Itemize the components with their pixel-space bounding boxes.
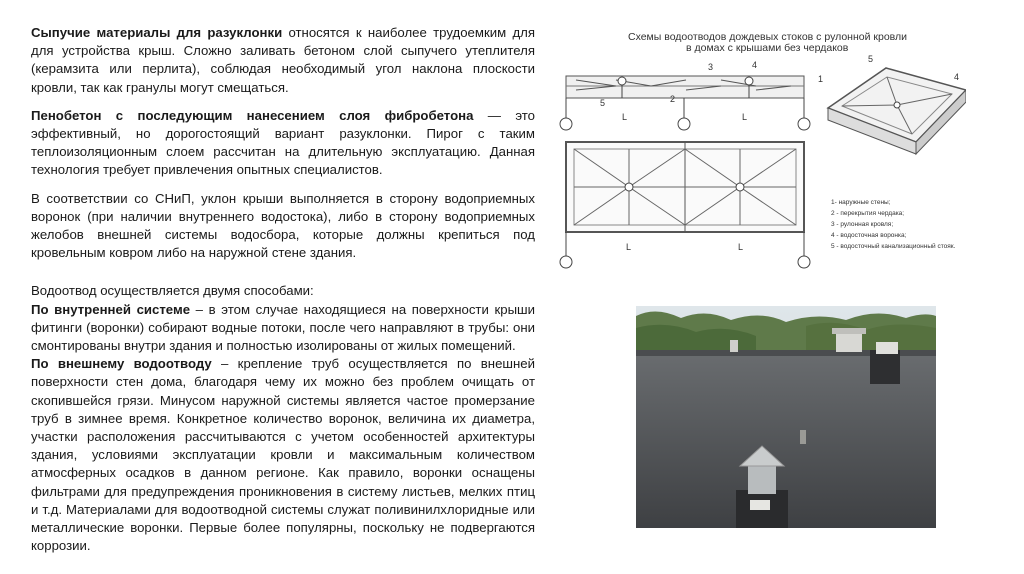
drainage-diagram-svg [556, 28, 966, 276]
paragraph-text: — это эффективный, но дорогостоящий вариант разуклонки. Пирог с таким теплоизоляционным слоем рассчитан на длительную эксплуатацию. Данная технология требует привлечения опытных специалистов. [31, 107, 535, 178]
term-foam-concrete: Пенобетон с последующим нанесением слоя фибробетона [31, 107, 474, 123]
paragraph-text: – крепление труб осуществляется по внешней поверхности стен дома, благодаря чему их можно без проблем очищать от скопившейся грязи. Минусом наружной системы является частое промерзание труб в зимнее время. Конкретное количество воронок, величина их диаметра, участки расположения рассчитываются с учетом особенностей архитектуры здания, условиями эксплуатации кровли и максимальным количеством атмосферных осадков в данном регионе. Как правило, воронки оснащены фильтрами для предупреждения проникновения в систему листьев, мелких птиц и т.д. Материалами для водоотводной системы служат поливинилхлоридные или металлические воронки. Первые более популярны, поскольку не подвергаются коррозии. [31, 356, 535, 554]
article-text [31, 24, 535, 555]
dimension-label: L [622, 112, 628, 122]
diagram-title-line1: Схемы водоотводов дождевых стоков с рулонной кровли [628, 31, 907, 43]
dimension-label: L [742, 112, 748, 122]
photo-vent-pipe [800, 430, 806, 444]
paragraph-foam-concrete [31, 107, 535, 180]
legend-item: 3 - рулонная кровля; [831, 221, 894, 228]
paragraph-external-system [31, 355, 535, 555]
funnel-symbol [625, 183, 633, 191]
axis-marker [560, 118, 572, 130]
callout-number: 3 [708, 62, 714, 72]
legend-item: 5 - водосточный канализационный стояк. [831, 243, 956, 250]
flat-roof-photo-svg [636, 306, 936, 528]
funnel-symbol [618, 77, 626, 85]
photo-roof-block [870, 350, 900, 384]
photo-vent-cap [832, 328, 866, 334]
funnel-symbol [736, 183, 744, 191]
flat-roof-photo [636, 306, 936, 528]
term-bulk-materials: Сыпучие материалы для разуклонки [31, 25, 283, 40]
axis-marker [798, 118, 810, 130]
photo-vent-box [876, 342, 898, 354]
axis-marker [678, 118, 690, 130]
funnel-symbol [745, 77, 753, 85]
photo-vent-pipe [730, 340, 738, 352]
photo-chimney-flashing [750, 500, 770, 510]
diagram-title-line2: в домах с крышами без чердаков [686, 42, 849, 54]
callout-number: 4 [954, 72, 960, 82]
paragraph-drainage-methods: Водоотвод осуществляется двумя способами: [31, 283, 314, 299]
callout-number: 5 [868, 54, 874, 64]
dimension-label: L [626, 242, 632, 252]
callout-number: 1 [818, 74, 824, 84]
dimension-label: L [738, 242, 744, 252]
callout-number: 5 [600, 98, 606, 108]
drainage-diagram [556, 28, 966, 276]
paragraph-snip: В соответствии со СНиП, уклон крыши выполняется в сторону водоприемных воронок (при наличии внутреннего водостока), либо в сторону водоприемных желобов внешней системы водосбора, которые должны крепиться под кровельным ковром либо на наружной стене здания. [31, 190, 535, 261]
funnel-symbol [894, 102, 900, 108]
paragraph-bulk-materials [31, 24, 535, 97]
legend-item: 1- наружные стены; [831, 199, 891, 206]
callout-number: 4 [752, 60, 758, 70]
photo-chimney-pipe [748, 464, 776, 494]
axis-marker [798, 256, 810, 268]
legend-item: 4 - водосточная воронка; [831, 232, 907, 239]
photo-vent-box [836, 332, 862, 352]
term-external-system: По внешнему водоотводу [31, 356, 212, 372]
legend-item: 2 - перекрытия чердака; [831, 210, 905, 217]
term-internal-system: По внутренней системе [31, 301, 191, 317]
callout-number: 2 [670, 94, 676, 104]
paragraph-text: – в этом случае находящиеся на поверхности крыши фитинги (воронки) собирают водные потоки, после чего направляют в трубы: они смонтированы внутри здания и полностью изолированы от жилых помещений. [31, 301, 535, 354]
axis-marker [560, 256, 572, 268]
paragraph-text: относятся к наиболее трудоемким для для устройства крыш. Сложно заливать бетоном слой сыпучего утеплителя (керамзита или перлита), соблюдая необходимый угол наклона плоскости кровли, так как гранулы могут смещаться. [31, 25, 535, 95]
paragraph-internal-system [31, 301, 535, 356]
